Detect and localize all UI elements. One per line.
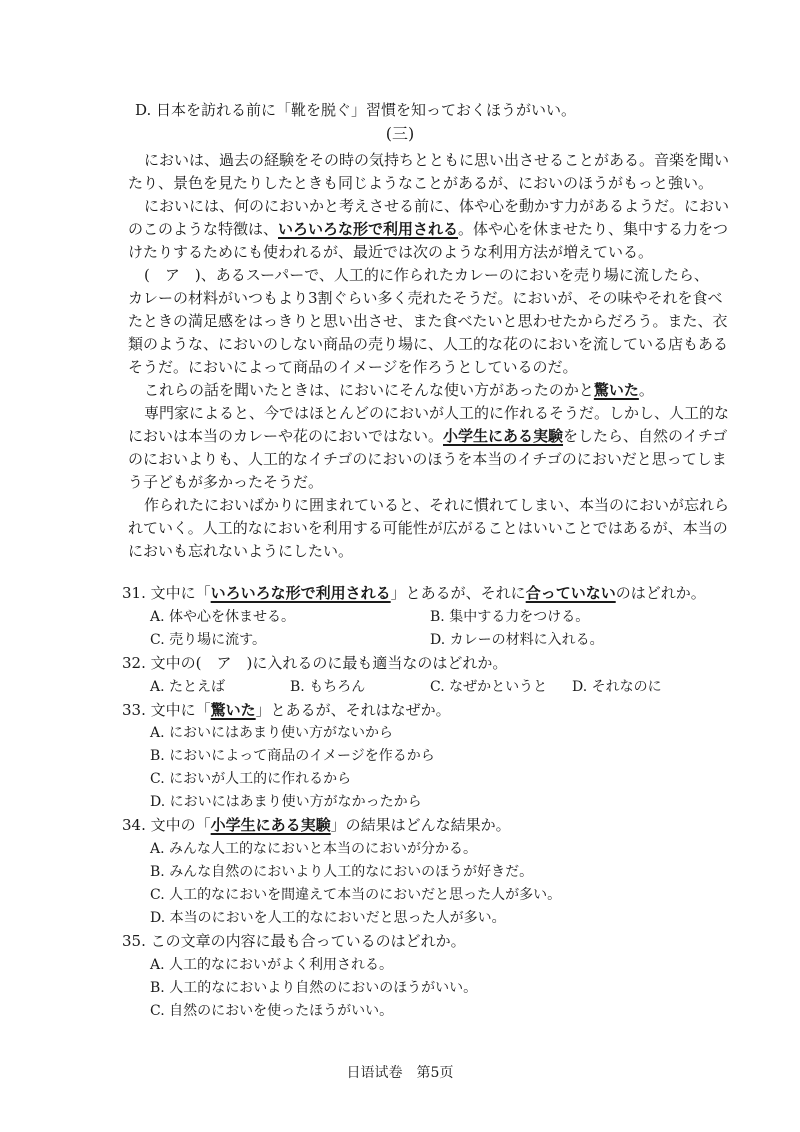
passage-line: 専門家によると、今ではほとんどのにおいが人工的に作れるそうだ。しかし、人工的な [144,404,730,422]
option-a[interactable]: A. においにはあまり使い方がないから [150,725,394,741]
question-stem [122,653,507,673]
question-number: 31. [122,584,146,602]
passage-line: ( ア )、あるスーパーで、人工的に作られたカレーのにおいを売り場に流したら、 [144,266,709,284]
stem-text: 文中の( ア )に入れるのに最も適当なのはどれか。 [150,654,508,672]
passage-line: 作られたにおいばかりに囲まれていると、それに慣れてしまい、本当のにおいが忘れら [144,496,730,514]
stem-text: 文中に「 [150,584,211,602]
question-stem [122,931,466,951]
section-title: (三) [385,124,415,143]
stem-text: 」とあるが、それはなぜか。 [255,701,451,719]
passage-line: れていく。人工的なにおいを利用する可能性が広がることはいいことではあるが、本当の [128,519,728,537]
option-c[interactable]: C. なぜかというと [430,679,548,695]
option-a[interactable]: A. 人工的なにおいがよく利用される。 [150,957,394,973]
passage-line: においも忘れないようにしたい。 [128,542,354,560]
question-number: 32. [122,654,146,672]
option-b[interactable]: B. みんな自然のにおいより人工的なにおいのほうが好きだ。 [150,864,534,880]
passage-line [128,426,727,446]
passage-line: においには、何のにおいかと考えさせる前に、体や心を動かす力があるようだ。におい [144,197,730,215]
passage-line: においは、過去の経験をその時の気持ちとともに思い出させることがある。音楽を聞い [144,151,730,169]
passage-line: カレーの材料がいつもより3割ぐらい多く売れたそうだ。においが、その味やそれを食べ [128,289,723,307]
passage-text: をしたら、自然のイチゴ [563,427,728,445]
option-a[interactable]: A. 体や心を休ませる。 [150,609,296,625]
stem-text: のはどれか。 [615,584,706,602]
passage-text: 。体や心を休ませたり、集中する力をつ [458,220,729,238]
passage-line [128,219,728,239]
passage-text: 。 [638,381,654,399]
passage-line: う子どもが多かったそうだ。 [128,473,324,491]
stem-text: 」の結果はどんな結果か。 [330,816,511,834]
passage-line: のにおいよりも、人工的なイチゴのにおいのほうを本当のイチゴのにおいだと思ってしま [128,450,727,468]
question-number: 33. [122,701,146,719]
option-c[interactable]: C. 人工的なにおいを間違えて本当のにおいだと思った人が多い。 [150,887,562,903]
question-number: 35. [122,932,146,950]
page-footer: 日语试卷 第5页 [346,1065,454,1081]
underlined-phrase: いろいろな形で利用される [210,584,391,602]
question-stem [122,815,511,835]
question-stem [122,583,706,603]
passage-line: けたりするためにも使われるが、最近では次のような利用方法が増えている。 [128,243,654,261]
stem-text: 」とあるが、それに [390,584,526,602]
option-b[interactable]: B. 人工的なにおいより自然のにおいのほうがいい。 [150,980,478,996]
underlined-phrase: 小学生にある実験 [443,427,564,445]
passage-line: たときの満足感をはっきりと思い出させ、また食べたいと思わせたからだろう。また、衣 [128,312,728,330]
option-d[interactable]: D. 本当のにおいを人工的なにおいだと思った人が多い。 [150,910,506,926]
underlined-phrase: いろいろな形で利用される [278,220,459,238]
stem-text: 文中の「 [150,816,211,834]
option-b[interactable]: B. においによって商品のイメージを作るから [150,748,435,764]
passage-text: においは本当のカレーや花のにおいではない。 [128,427,444,445]
option-d[interactable]: D. においにはあまり使い方がなかったから [150,794,422,810]
underlined-phrase: 驚いた [210,701,256,719]
option-a[interactable]: A. みんな人工的なにおいと本当のにおいが分かる。 [150,841,478,857]
option-b[interactable]: B. 集中する力をつける。 [430,609,590,625]
option-b[interactable]: B. もちろん [290,679,366,695]
passage-line: 類のような、においのしない商品の売り場に、人工的な花のにおいを流している店もある [128,335,729,353]
passage-text: のこのような特徴は、 [128,220,279,238]
option-c[interactable]: C. においが人工的に作れるから [150,771,352,787]
passage-line [144,380,654,400]
passage-line: たり、景色を見たりしたときも同じようなことがあるが、においのほうがもっと強い。 [128,174,714,192]
stem-text: 文中に「 [150,701,211,719]
previous-question-option-d: D. 日本を訪れる前に「靴を脱ぐ」習慣を知っておくほうがいい。 [135,101,577,119]
question-stem [122,700,451,720]
option-c[interactable]: C. 売り場に流す。 [150,632,266,648]
option-a[interactable]: A. たとえば [150,679,226,695]
emphasized-phrase: 合っていない [525,584,616,602]
option-d[interactable]: D. それなのに [572,679,662,695]
option-c[interactable]: C. 自然のにおいを使ったほうがいい。 [150,1003,394,1019]
underlined-phrase: 驚いた [593,381,639,399]
question-number: 34. [122,816,146,834]
stem-text: この文章の内容に最も合っているのはどれか。 [150,932,466,950]
passage-text: これらの話を聞いたときは、においにそんな使い方があったのかと [144,381,594,399]
underlined-phrase: 小学生にある実験 [210,816,331,834]
passage-line: そうだ。においによって商品のイメージを作ろうとしているのだ。 [128,358,578,376]
option-d[interactable]: D. カレーの材料に入れる。 [430,632,604,648]
